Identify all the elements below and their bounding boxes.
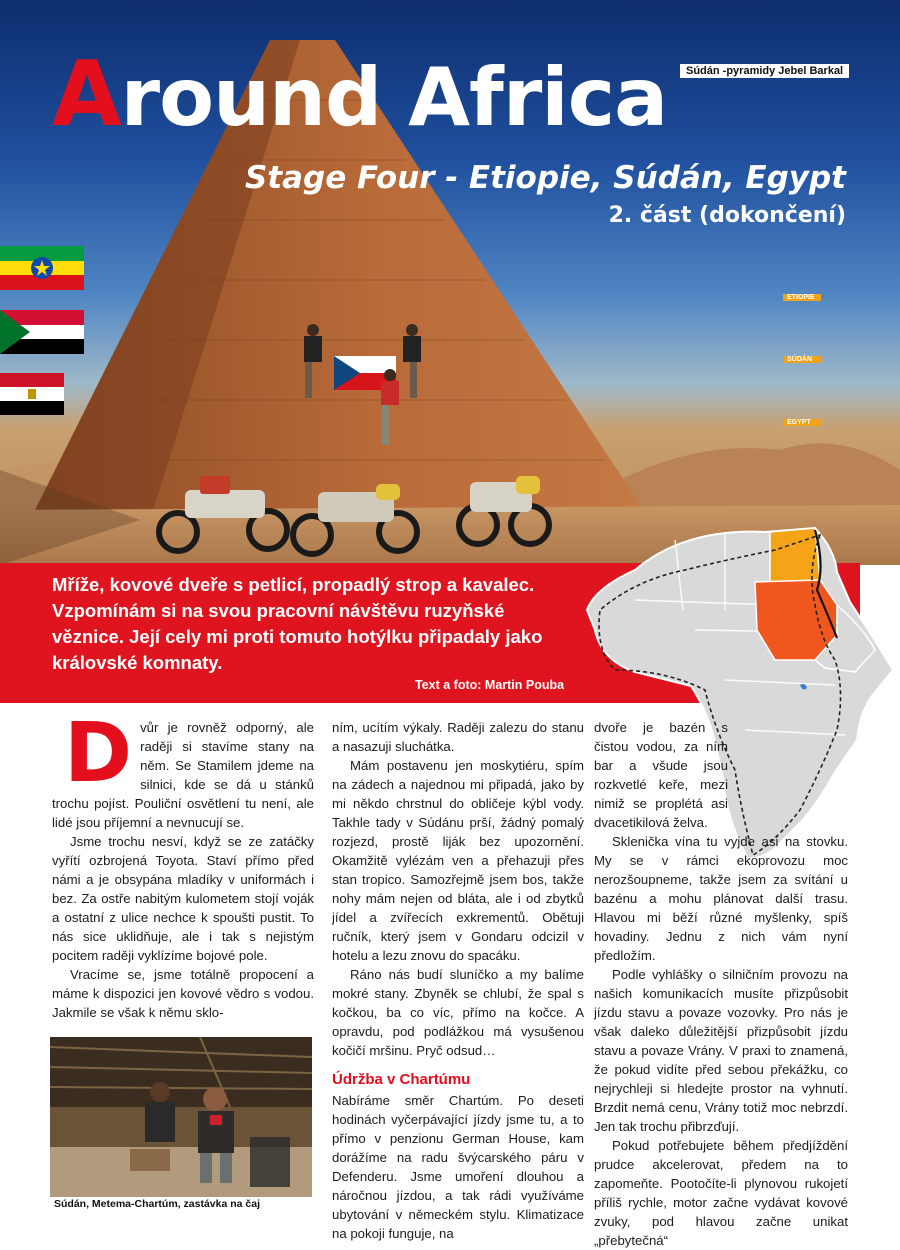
- paragraph: Nabíráme směr Chartúm. Po deseti hodinách vyčerpávající jízdy jsme tu, a to přímo v penzionu German House, kam dorážíme na radu švýcarského páru v Defenderu. Jsme umoření dlouhou a náročnou jízdou, a tak rádi využíváme ubytování v německém stylu. Klimatizace na pokoji funguje, na: [332, 1093, 584, 1241]
- egypt-flag-icon: [0, 373, 64, 415]
- ethiopia-flag-icon: [0, 246, 84, 290]
- sudan-flag-icon: [0, 310, 84, 354]
- article-column-3: [594, 718, 848, 1250]
- paragraph: Mám postavenu jen moskytiéru, spím na zádech a najednou mi připadá, jako by mi někdo chrstnul do obličeje kýbl vody. Takhle tady v Súdánu prší, žádný pomalý rozjezd, prostě liják bez upozornění. Okamžitě vylézám ven a přehazuji přes stan tropico. Samozřejmě jsem bos, takže nohy mám nejen od bláta, ale i od zbytků jídel a zvířecích exkrementů. Obětuji ručník, který jsem v Gondaru odcizil v hotelu a lezu znovu do spacáku.: [332, 758, 584, 963]
- egypt-region: [770, 528, 820, 582]
- paragraph: Sklenička vína tu vyjde asi na stovku. My se v rámci ekoprovozu moc nerozšoupneme, takže jsem za svítání u bazénu a mohu plánovat další trasu. Hlavou mi běží různé myšlenky, spíš hovadiny. Jednu z nich vám nyní předložím.: [594, 834, 848, 963]
- page-title: [52, 42, 668, 147]
- paragraph: dvoře je bazén s čistou vodou, za ním bar a všude jsou rozkvetlé keře, mezi nimiž se proplétá asi dvacetikilová želva.: [594, 720, 728, 830]
- flag-label-sudan: SÚDÁN: [783, 356, 821, 363]
- drop-cap: D: [64, 706, 133, 801]
- photo-caption: Súdán, Metema-Chartúm, zastávka na čaj: [54, 1198, 260, 1210]
- title-text: round Africa: [120, 51, 668, 144]
- section-heading: Údržba v Chartúmu: [332, 1071, 471, 1088]
- paragraph: Jsme trochu nesví, když se ze zatáčky vyřítí ozbrojená Toyota. Staví přímo před námi a je obsypána mladíky v uniformách i bez. Za ostře nabitým kulometem stojí voják a ostatní z ulice nechce k spoušti pustit. To nás sice uklidňuje, ale i tak s nejistým pocitem raději vyklízíme bojové pole.: [52, 834, 314, 963]
- paragraph: ním, ucítím výkaly. Raději zalezu do stanu a nasazuji sluchátka.: [332, 720, 584, 754]
- page-subtitle: Stage Four - Etiopie, Súdán, Egypt: [244, 160, 846, 196]
- paragraph: vůr je rovněž odporný, ale raději si stavíme stany na něm. Se Stamilem jdeme na silnici, kde se dá u stánků trochu pojíst. Pouliční osvětlení tu není, ale lidé jsou příjemní a nevnucují se.: [52, 720, 314, 830]
- paragraph: Pokud potřebujete během předjíždění prudce akcelerovat, předem na to zapomeňte. Pootočíte-li plynovou rukojetí příliš rychle, motor začne vydávat kovové zvuky, pod hlavou začne unikat „přebytečná“: [594, 1138, 848, 1248]
- paragraph: Ráno nás budí sluníčko a my balíme mokré stany. Zbyněk se chlubí, že spal s kočkou, ba co víc, přímo na kočce. A opravdu, pod podlážkou má vysušenou kočičí mršinu. Pryč odsud…: [332, 967, 584, 1058]
- tea-stop-photo: [50, 1037, 312, 1197]
- author-credit: Text a foto: Martin Pouba: [415, 678, 565, 692]
- flag-label-egypt: EGYPT: [783, 419, 821, 426]
- paragraph: Vracíme se, jsme totálně propocení a máme k dispozici jen kovové vědro s vodou. Jakmile se však k němu sklo-: [52, 967, 314, 1020]
- title-initial: A: [52, 42, 121, 147]
- lead-paragraph: Mříže, kovové dveře s petlicí, propadlý strop a kavalec. Vzpomínám si na svou pracovní návštěvu ruzyňské věznice. Její cely mi proti tomuto hotýlku připadaly jako královské komnaty.: [52, 574, 543, 673]
- hero-photo: [0, 0, 900, 565]
- location-tag: Súdán -pyramidy Jebel Barkal: [680, 64, 849, 78]
- article-column-2: [332, 718, 584, 1243]
- flag-label-ethiopia: ETIOPIE: [783, 294, 821, 301]
- part-label: 2. část (dokončení): [608, 203, 846, 228]
- article-column-1: [52, 706, 314, 1022]
- paragraph: Podle vyhlášky o silničním provozu na našich komunikacích musíte přizpůsobit jízdu stavu a povaze vozovky. Pro nás je však daleko důležitější přizpůsobit jízdu stavu a povaze Vrány. V praxi to znamená, že pokud vidíte před sebou překážku, co nejrychleji si hledejte prostor na vyhnutí. Brzdit nemá cenu, Vrány totiž moc nebrzdí. Jen tak trochu přibrzďují.: [594, 967, 848, 1134]
